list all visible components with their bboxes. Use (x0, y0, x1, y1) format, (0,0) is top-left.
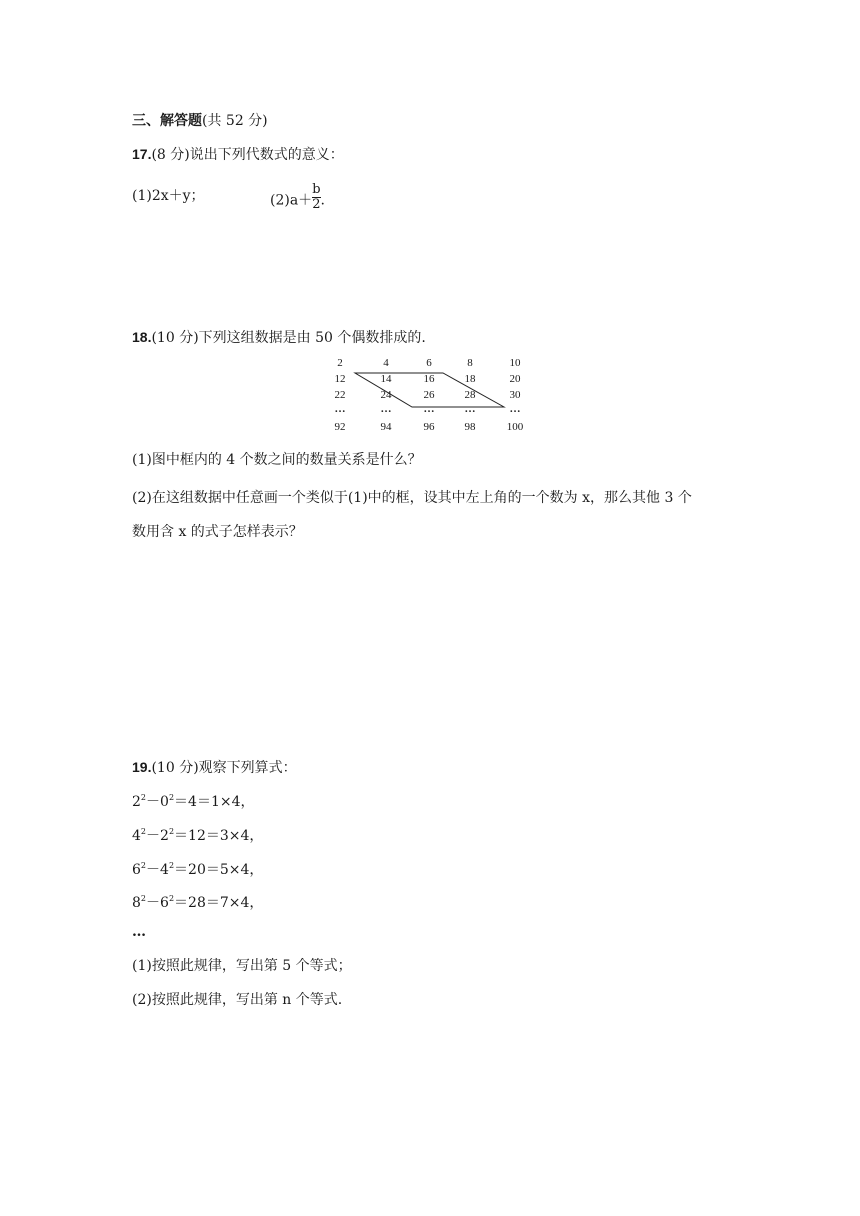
equation-minus: － (146, 895, 161, 911)
q18-text: (10 分)下列这组数据是由 50 个偶数排成的. (151, 330, 426, 346)
grid-cell: … (334, 403, 346, 415)
q17-part2-suffix: . (320, 192, 325, 209)
q18-sub2-line1: (2)在这组数据中任意画一个类似于(1)中的框，设其中左上角的一个数为 x，那么其他 3 个 (132, 490, 692, 506)
grid-cell: 30 (509, 389, 521, 401)
grid-cell: 2 (337, 357, 343, 369)
equation-result: ＝20＝5×4， (174, 862, 264, 878)
equation-base-b: 2 (160, 828, 169, 844)
q19-number: 19. (132, 759, 152, 775)
grid-cell: 14 (380, 373, 392, 385)
grid-cell: 4 (383, 357, 389, 369)
equation-base-b: 0 (160, 794, 169, 810)
equation-base-b: 4 (160, 862, 169, 878)
q17-text: (8 分)说出下列代数式的意义： (151, 147, 344, 163)
grid-cell: … (464, 403, 476, 415)
equation-exponent: 2 (140, 894, 147, 903)
grid-cell: 10 (509, 357, 521, 369)
section-heading-line (132, 111, 268, 131)
grid-cell: … (380, 403, 392, 415)
grid-cell: … (423, 403, 435, 415)
grid-cell: 98 (464, 421, 476, 433)
grid-cell: 18 (464, 373, 476, 385)
q17-number: 17. (132, 146, 152, 162)
q17-part2 (270, 182, 325, 215)
equation-exponent: 2 (168, 827, 175, 836)
q19-stem (132, 757, 297, 778)
grid-cell: 96 (423, 421, 435, 433)
q17-fraction-numerator: b (312, 182, 321, 197)
q19-equation (132, 788, 254, 812)
equation-result: ＝4＝1×4， (174, 794, 255, 810)
q19-equation (132, 822, 263, 846)
grid-cell: 28 (464, 389, 476, 401)
grid-cell: 100 (506, 421, 524, 433)
equation-exponent: 2 (140, 861, 147, 870)
q17-part2-prefix: (2)a＋ (270, 192, 313, 209)
q18-sub2-line2: 数用含 x 的式子怎样表示？ (132, 524, 303, 540)
q17-fraction (312, 183, 320, 212)
section-heading: 三、解答题 (132, 113, 202, 129)
equation-base-a: 2 (132, 794, 141, 810)
grid-cell: 26 (423, 389, 435, 401)
even-number-grid (330, 356, 530, 440)
grid-cell: 6 (426, 357, 432, 369)
q19-sub1: (1)按照此规律，写出第 5 个等式； (132, 958, 352, 974)
equation-base-a: 4 (132, 828, 141, 844)
q17-fraction-denominator: 2 (312, 197, 321, 212)
equation-result: ＝12＝3×4， (174, 828, 264, 844)
equation-exponent: 2 (140, 827, 147, 836)
q18-stem (132, 327, 426, 348)
grid-cell: 12 (334, 373, 346, 385)
q19-text: (10 分)观察下列算式： (151, 760, 297, 776)
q17-stem (132, 144, 344, 165)
grid-cell: … (509, 403, 521, 415)
grid-cell: 20 (509, 373, 521, 385)
q17-part1: (1)2x＋y； (132, 188, 205, 204)
equation-result: ＝28＝7×4， (174, 895, 264, 911)
equation-minus: － (146, 862, 161, 878)
q19-equation (132, 889, 263, 913)
grid-cell: 94 (380, 421, 392, 433)
grid-cell: 92 (334, 421, 346, 433)
grid-cell: 8 (467, 357, 473, 369)
equation-exponent: 2 (168, 793, 175, 802)
section-score: (共 52 分) (202, 113, 268, 129)
equation-minus: － (146, 828, 161, 844)
equation-exponent: 2 (168, 894, 175, 903)
q19-ellipsis: … (132, 924, 146, 940)
equation-minus: － (146, 794, 161, 810)
grid-cell: 16 (423, 373, 435, 385)
q18-sub1: (1)图中框内的 4 个数之间的数量关系是什么？ (132, 452, 422, 468)
grid-cell: 22 (334, 389, 346, 401)
grid-cell: 24 (380, 389, 392, 401)
q19-equation (132, 856, 263, 880)
q18-number: 18. (132, 329, 152, 345)
equation-exponent: 2 (168, 861, 175, 870)
q19-sub2: (2)按照此规律，写出第 n 个等式. (132, 992, 343, 1008)
equation-base-a: 6 (132, 862, 141, 878)
equation-base-b: 6 (160, 895, 169, 911)
equation-exponent: 2 (140, 793, 147, 802)
equation-base-a: 8 (132, 895, 141, 911)
